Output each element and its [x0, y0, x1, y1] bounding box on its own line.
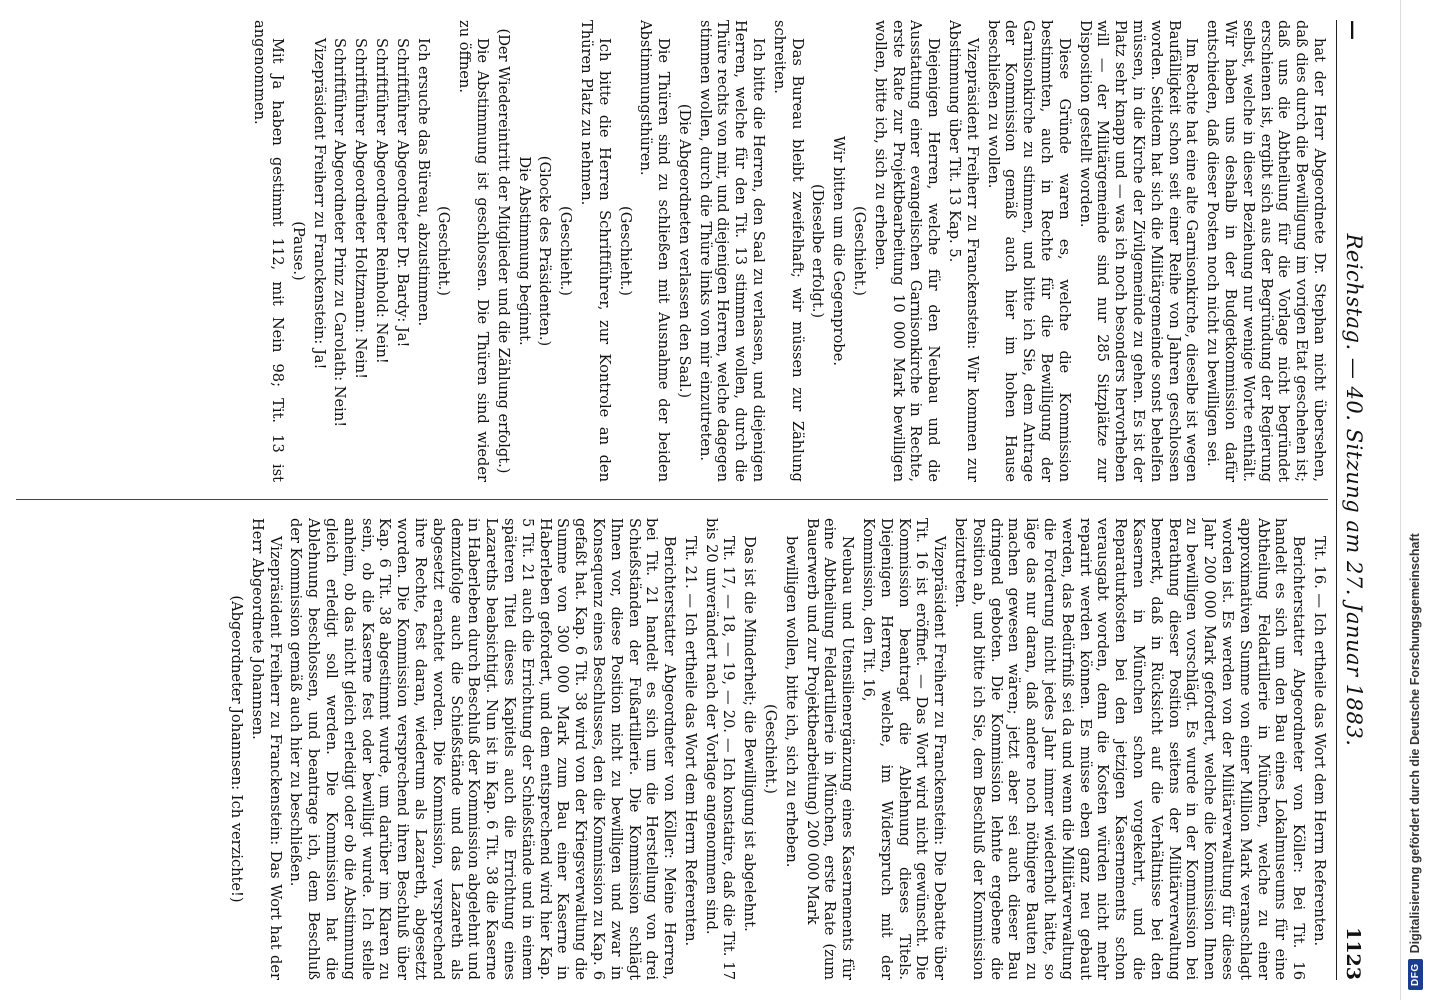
paragraph: (Geschieht.) [851, 206, 869, 296]
paragraph: (Der Wiedereintritt der Mitglieder und die Zählung erfolgt.) [494, 28, 512, 474]
paragraph: Berichterstatter Abgeordneter von Köller: Bei Tit. 16 handelt es sich um den Bau eines Lokalmuseums für eine Abtheilung Feldartillerie in München, welche zu einer approximativen Summe von einer Million Mark veranschlagt worden ist. Es werden von der Militärverwaltung für dieses Jahr 200 000 Mark gefordert, welche die Kommission Ihnen zu bewilligen vorschlägt. Es wurde in der Kommission bei Berathung dieser Position seitens der Militärverwaltung bemerkt, daß in Rücksicht auf die Verhältnisse bei den Kasernen in München schon vorgekehrt, und die Reparaturkosten bei den jetzigen Kasernements schon verausgabt worden, denn die Kosten würden nicht mehr reparirt werden können. Es müsse eben ganz neu gebaut werden, das Bedürfniß sei da und wenn die Militärverwaltung die Forderung nicht jedes Jahr immer wiederholt hätte, so läge das nur daran, daß andere noch nöthigere Bauten zu machen gewesen wären; jetzt aber sei auch dieser Bau dringend geboten. Die Kommission lehnte ergebene die Position ab, und bitte ich Sie, dem Beschluß der Kommission beizutreten. [952, 518, 1308, 980]
right-column [16, 518, 1328, 980]
paragraph: Neubau und Utensilienergänzung eines Kasernements für eine Abtheilung Feldartillerie in München, erste Rate (zum Bauerwerb und zur Projektbearbeitung) 200 000 Mark [803, 518, 857, 980]
paragraph: hat der Herr Abgeordnete Dr. Stephan nicht übersehen, daß dies durch die Bewilligung im vorigen Etat geschehen ist; daß uns die Abtheilung für die Vorlage nicht begründet erschienen ist, ergibt sich aus der Begründung der Regierung selbst, welche in dieser Beziehung nur wenige Worte enthält. Wir haben uns deshalb in der Budgetkommission dafür entschieden, daß dieser Posten noch nicht zu bewilligen sei. [1204, 20, 1328, 482]
paragraph: Die Abstimmung ist geschlossen. Die Thüren sind wieder zu öffnen. [456, 20, 491, 482]
paragraph: (Die Abgeordneten verlassen den Saal.) [675, 103, 693, 399]
dfg-logo: DFG [1408, 959, 1423, 990]
paragraph: (Dieselbe erfolgt.) [809, 183, 827, 319]
paragraph: Schriftführer Abgeordneter Reinhold: Nein! [372, 38, 390, 364]
paragraph: (Geschieht.) [557, 206, 575, 296]
paragraph: Tit. 17, — 18, — 19, — 20. — Ich konstatire, daß die Tit. 17 bis 20 unverändert nach der Vorlage angenommen sind. [702, 518, 738, 980]
paragraph: (Abgeordneter Johannsen: Ich verzichte!) [227, 595, 245, 903]
paragraph: Vizepräsident Freiherr zu Franckenstein: Wir kommen zur Abstimmung über Tit. 13 Kap. 5. [946, 20, 981, 482]
header-mark: — [1342, 20, 1366, 40]
left-column [16, 20, 1328, 482]
digitization-credit-strip [1400, 0, 1432, 1000]
paragraph: (Pause.) [289, 221, 307, 281]
paragraph: Tit. 16. — Ich ertheile das Wort dem Herrn Referenten. [1311, 536, 1328, 947]
column-divider [16, 499, 1328, 500]
paragraph: Im Rechte hat eine alte Garnisonkirche, dieselbe ist wegen Baufälligkeit schon seit einer Reihe von Jahren geschlossen worden. Seitdem hat sich die Militärgemeinde sonst behelfen müssen, in die Kirche der Zivilgemeinde zu gehen. Es ist der Platz sehr knapp und — was ich noch besonders hervorheben will — der Militärgemeinde sind nur 285 Sitzplätze zur Disposition gestellt worden. [1076, 20, 1201, 482]
credit-line [1403, 30, 1427, 990]
paragraph: bewilligen wollen, bitte ich, sich zu erheben. [782, 536, 800, 868]
paragraph: Mit Ja haben gestimmt 112, mit Nein 98; Tit. 13 ist angenommen. [251, 20, 286, 482]
credit-text: Digitalisierung gefördert durch die Deutsche Forschungsgemeinschaft [1408, 533, 1422, 954]
paragraph: Das ist die Minderheit; die Bewilligung ist abgelehnt. [741, 536, 759, 932]
paragraph: Vizepräsident Freiherr zu Franckenstein: Ja! [310, 38, 328, 370]
paragraph: Diese Gründe waren es, welche die Kommission bestimmten, auch in Rechte für die Bewilligung der Garnisonkirche zu stimmen, und bitte ich Sie, dem Antrage der Kommission gemäß auch hier im hohen Hause beschließen zu wollen. [984, 20, 1073, 482]
paragraph: Ich bitte die Herren, den Saal zu verlassen, und diejenigen Herren, welche für den Tit. 13 stimmen wollen, durch die Thüre rechts von mir, und diejenigen Herren, welche dagegen stimmen wollen, durch die Thüre links von mir einzutreten. [696, 20, 768, 482]
paragraph: Vizepräsident Freiherr zu Franckenstein: Die Debatte über Tit. 16 ist eröffnet. — Das Wort wird nicht gewünscht. Die Kommission beantragt die Ablehnung dieses Titels. Diejenigen Herren, welche, im Widerspruch mit der Kommission, den Tit. 16, [860, 518, 949, 980]
page-header [1336, 20, 1380, 980]
paragraph: Ich bitte die Herren Schriftführer, zur Kontrole an den Thüren Platz zu nehmen. [577, 20, 613, 482]
paragraph: Schriftführer Abgeordneter Dr. Bardy: Ja! [393, 38, 411, 348]
header-title: Reichstag. — 40. Sitzung am 27. Januar 1883. [1342, 233, 1366, 747]
paragraph: Die Abstimmung beginnt. [515, 156, 533, 346]
paragraph: (Geschieht.) [435, 206, 453, 296]
paragraph: Berichterstatter Abgeordneter von Köller: Meine Herren, bei Tit. 21 handelt es sich um die Herstellung von drei Schießständen der Fußartillerie. Die Kommission schlägt Ihnen vor, diese Position nicht zu bewilligen und zwar in Konsequenz eines Beschlusses, den die Kommission zu Kap. 6 gefaßt hat. Kap. 6 Tit. 38 wird von der Kriegsverwaltung die Summe von 300 000 Mark zum Bau einer Kaserne in Haberleben gefordert, und dem entsprechend wird hier Kap. 5 Tit. 21 auch die Errichtung der Schießstände und in einem späteren Titel dieses Kapitels auch die Errichtung eines Lazareths beabsichtigt. Nun ist in Kap. 6 Tit. 38 die Kaserne in Haberleben durch Beschluß der Kommission abgelehnt und demzufolge auch die Schießstände und das Lazareth als abgesetzt erachtet worden. Die Kommission, versprechend ihre Rechte, fest daran, wiederum als Lazareth, abgesetzt worden. Die Kommission versprechend ihren Beschluß über Kap. 6 Tit. 38 abgestimmt wurde, um darüber im Klaren zu sein, ob die Kaserne fest oder bewilligt wurde. Ich stelle anheim, ob das nicht gleich erledigt oder ob die Abstimmung gleich erledigt soll werden. Die Kommission hat die Ablehnung beschlossen, und beantrage ich, dem Beschluß der Kommission gemäß auch hier zu beschließen. [287, 518, 679, 980]
paragraph: Schriftführer Abgeordneter Holtzmann: Nein! [352, 38, 370, 379]
paragraph: Schriftführer Abgeordneter Prinz zu Carolath: Nein! [331, 38, 349, 428]
paragraph: Ich ersuche das Büreau, abzustimmen. [414, 38, 432, 327]
paragraph: Wir bitten um die Gegenprobe. [830, 136, 848, 366]
paragraph: Tit. 21. — Ich ertheile das Wort dem Herrn Referenten. [681, 536, 699, 947]
paragraph: (Glocke des Präsidenten.) [536, 155, 554, 347]
paragraph: Die Thüren sind zu schließen mit Ausnahme der beiden Abstimmungsthüren. [637, 20, 673, 482]
paragraph: (Geschieht.) [616, 206, 634, 296]
paragraph: (Geschieht.) [762, 704, 780, 794]
paragraph: Vizepräsident Freiherr zu Franckenstein: Das Wort hat der Herr Abgeordnete Johannsen. [248, 518, 284, 980]
paragraph: Diejenigen Herren, welche für den Neubau und die Ausstattung einer evangelischen Garnisonkirche in Rechte, erste Rate zur Projektbearbeitung 10 000 Mark bewilligen wollen, bitte ich, sich zu erheben. [871, 20, 943, 482]
page-number: 1123 [1342, 927, 1364, 980]
paragraph: Das Bureau bleibt zweifelhaft; wir müssen zur Zählung schreiten. [770, 20, 806, 482]
